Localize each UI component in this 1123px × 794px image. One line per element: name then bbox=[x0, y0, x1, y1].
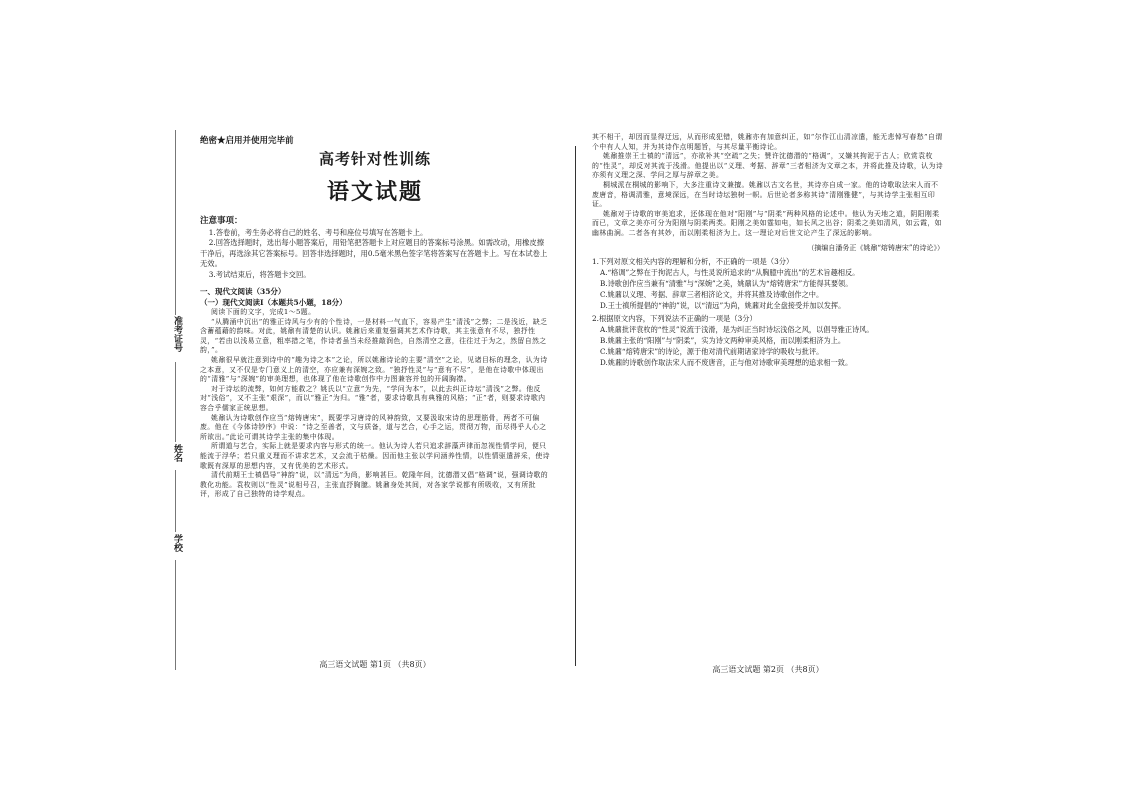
question-2-option: C.姚鼐“熔铸唐宋”的诗论，源于他对清代前期诸家诗学的吸收与批评。 bbox=[600, 346, 824, 356]
binding-line-top bbox=[175, 130, 176, 315]
question-1-option: B.诗歌创作应当兼有“清雅”与“深婉”之美，姚鼐认为“熔铸唐宋”方能得其要领。 bbox=[600, 278, 853, 288]
passage-paragraph: 姚鼐很早就注意到诗中的“趣为诗之本”之论，所以姚鼐诗论的主要“清空”之论，见诸目标的理念，认为诗之本意，又不仅是专门意义上的清空，亦应兼有深婉之致。“独抒性灵”与“意有不尽”，是他在诗歌中体现出的“清雅”与“深婉”的审美理想，也体现了他在诗歌创作中力图兼容并包的开阔胸襟。 bbox=[200, 356, 548, 384]
exam-number-label: 准考证号 bbox=[172, 316, 182, 352]
page-divider bbox=[575, 146, 576, 666]
page-2 bbox=[592, 133, 944, 675]
secret-mark: 绝密★启用并使用完毕前 bbox=[200, 136, 294, 146]
reading-instruction: 阅读下面的文字，完成1～5题。 bbox=[211, 308, 316, 317]
question-2: 2.根据原文内容，下列说法不正确的一项是（3分） bbox=[592, 313, 757, 323]
passage-paragraph: 姚鼐认为诗歌创作应当“熔铸唐宋”，既要学习唐诗的风神韵致，又要汲取宋诗的思理筋骨，两者不可偏废。他在《今体诗钞序》中说：“诗之至善者，文与质备，道与艺合，心手之运，贯彻万物，而尽得乎人心之所欲出。”此论可谓其诗学主张的集中体现。 bbox=[200, 413, 547, 441]
question-2-option: B.姚鼐主张的“阳刚”与“阴柔”，实为诗文两种审美风格，而以刚柔相济为上。 bbox=[600, 335, 846, 345]
question-1-option: D.王士禛所提倡的“神韵”说，以“清远”为尚，姚鼐对此全盘接受并加以发挥。 bbox=[600, 300, 846, 310]
passage-paragraph: “从腾涌中沉出”的雅正诗风与少有的个性诗，一是材料一气直下，容易产生“清浅”之弊；二是浅近，缺乏含蓄蕴藉的韵味。对此，姚鼐有清楚的认识。姚鼐后来重复强调其艺术作诗歌，其主张意有不尽，独抒性灵，“若由以浅易立意，粗率措之笔，作诗者虽当未经推敲润色，自然清空之意，往往过于为之，然留自然之韵，”。 bbox=[200, 317, 548, 355]
passage-paragraph: 所谓道与艺合，实际上就是要求内容与形式的统一。他认为诗人若只追求辞藻声律而忽视性情学问，便只能流于浮华；若只重义理而不讲求艺术，又会流于枯燥。因而他主张以学问涵养性情，以性情驱遣辞采，使诗歌既有深厚的思想内容，又有优美的艺术形式。 bbox=[200, 442, 550, 470]
question-2-option: D.姚鼐的诗歌创作取法宋人而不废唐音，正与他对诗歌审美理想的追求相一致。 bbox=[600, 357, 853, 367]
page-1 bbox=[200, 128, 550, 670]
passage-source: （摘编自潘务正《姚鼐“熔铸唐宋”的诗论》） bbox=[807, 243, 944, 252]
question-1: 1.下列对原文相关内容的理解和分析，不正确的一项是（3分） bbox=[592, 256, 794, 266]
page-footer: 高三语文试题 第2页 （共8页） bbox=[712, 665, 824, 674]
section-heading: 一、现代文阅读（35分） bbox=[200, 287, 286, 297]
notice-heading: 注意事项： bbox=[200, 216, 243, 226]
exam-title: 高考针对性训练 bbox=[318, 150, 431, 168]
passage-paragraph: 桐城派在桐城的影响下，大多注重诗文兼擅。姚鼐以古文名世，其诗亦自成一家。他的诗歌取法宋人而不废唐音，格调清雅，意境深远，在当时诗坛独树一帜。后世论者多称其诗“清刚雅健”，与其诗学主张相互印证。 bbox=[592, 180, 939, 209]
notice-item: 2.回答选择题时，选出每小题答案后，用铅笔把答题卡上对应题目的答案标号涂黑。如需改动，用橡皮擦干净后，再选涂其它答案标号。回答非选择题时，用0.5毫米黑色签字笔将答案写在答题卡上。写在本试卷上无效。 bbox=[200, 238, 548, 269]
subject-title: 语文试题 bbox=[326, 180, 423, 205]
passage-paragraph: 对于诗坛的流弊，如何方能救之？姚氏以“立意”为先，“学问为本”，以此去纠正诗坛“清浅”之弊。他反对“浅俗”，又不主张“艰深”，而以“雅正”为归。“雅”者，要求诗歌具有典雅的风格；“正”者，则要求诗歌内容合乎儒家正统思想。 bbox=[200, 384, 546, 412]
binding-margin bbox=[168, 130, 184, 670]
passage-paragraph: 其不相干，却因而显得迂远，从而形成犯错，姚鼐亦有加意纠正，如“尔作江山清凉遣，能无悲悼写春愁”自谓个中有人人知，并为其诗作点明题旨，与其尽量平衡诗论。 bbox=[592, 133, 943, 151]
notice-item: 3.考试结束后，将答题卡交回。 bbox=[208, 269, 311, 279]
page-footer: 高三语文试题 第1页 （共8页） bbox=[319, 660, 431, 669]
passage-paragraph: 姚鼐对于诗歌的审美追求，还体现在他对“阳刚”与“阴柔”两种风格的论述中。他认为天地之道，阴阳刚柔而已，文章之美亦可分为阳刚与阴柔两类。阳刚之美如霆如电，如长风之出谷；阴柔之美如清风，如云霞，如幽林曲涧。二者各有其妙，而以刚柔相济为上。这一理论对后世文论产生了深远的影响。 bbox=[592, 209, 942, 237]
binding-line-mid1 bbox=[175, 362, 176, 442]
passage-paragraph: 姚鼐推崇王士禛的“清远”，亦欲补其“空疏”之失；赞许沈德潜的“格调”，又嫌其拘泥于古人；欣赏袁枚的“性灵”，却反对其流于浅滑。他提出以“义理、考据、辞章”三者相济为文章之本，并将此推及诗歌，认为诗亦须有义理之深、学问之厚与辞章之美。 bbox=[592, 152, 944, 180]
subsection-heading: （一）现代文阅读Ⅰ（本题共5小题，18分） bbox=[200, 298, 347, 308]
question-2-option: A.姚鼐批评袁枚的“性灵”说流于浅滑，是为纠正当时诗坛浅俗之风，以倡导雅正诗风。 bbox=[600, 324, 874, 334]
school-label: 学校 bbox=[172, 534, 182, 552]
name-label: 姓名 bbox=[172, 444, 182, 462]
notice-item: 1.答卷前，考生务必将自己的姓名、考号和座位号填写在答题卡上。 bbox=[208, 228, 428, 237]
binding-line-mid2 bbox=[175, 470, 176, 532]
passage-paragraph: 清代前期王士禛倡导“神韵”说，以“清远”为尚，影响甚巨。乾隆年间，沈德潜又倡“格调”说，强调诗歌的教化功能。袁枚则以“性灵”说相号召，主张直抒胸臆。姚鼐身处其间，对各家学说都有所吸收，又有所批评，形成了自己独特的诗学观点。 bbox=[200, 471, 549, 499]
question-1-option: C.姚鼐以义理、考据、辞章三者相济论文，并将其推及诗歌创作之中。 bbox=[600, 289, 824, 299]
question-1-option: A.“格调”之弊在于拘泥古人，与性灵说所追求的“从胸臆中流出”的艺术旨趣相反。 bbox=[600, 267, 860, 277]
binding-line-bottom bbox=[175, 560, 176, 670]
